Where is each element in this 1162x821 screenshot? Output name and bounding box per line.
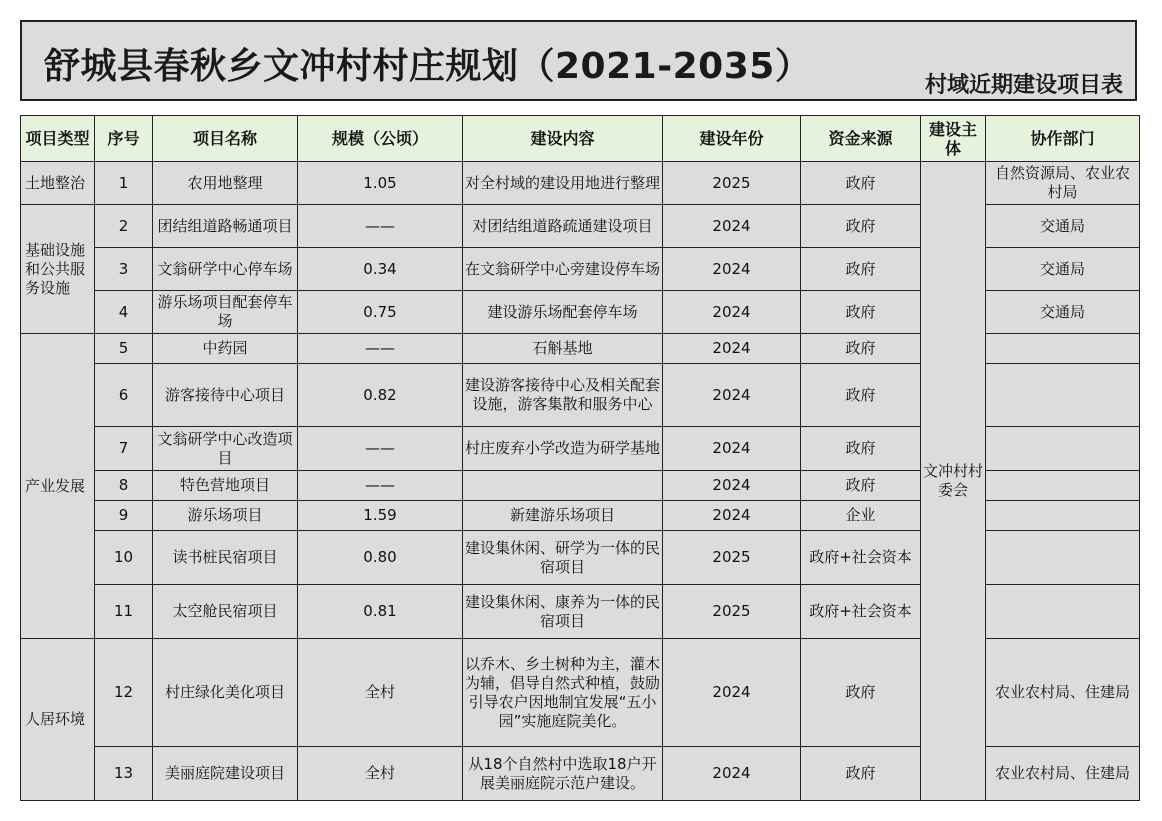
scale-cell: 0.80 bbox=[298, 531, 463, 585]
dept-cell bbox=[986, 471, 1140, 501]
dept-cell bbox=[986, 501, 1140, 531]
scale-cell: 0.81 bbox=[298, 585, 463, 639]
fund-cell: 政府 bbox=[801, 364, 921, 427]
content-cell bbox=[463, 471, 663, 501]
fund-cell: 政府 bbox=[801, 162, 921, 205]
name-cell: 村庄绿化美化项目 bbox=[153, 639, 298, 747]
category-cell: 基础设施和公共服务设施 bbox=[21, 205, 95, 334]
year-cell: 2025 bbox=[663, 585, 801, 639]
content-cell: 在文翁研学中心旁建设停车场 bbox=[463, 248, 663, 291]
content-cell: 建设游客接待中心及相关配套设施，游客集散和服务中心 bbox=[463, 364, 663, 427]
fund-cell: 政府 bbox=[801, 639, 921, 747]
scale-cell: 1.05 bbox=[298, 162, 463, 205]
content-cell: 以乔木、乡土树种为主，灌木为辅，倡导自然式种植，鼓励引导农户因地制宜发展“五小园”实施庭院美化。 bbox=[463, 639, 663, 747]
scale-cell: 全村 bbox=[298, 747, 463, 801]
year-cell: 2025 bbox=[663, 162, 801, 205]
name-cell: 文翁研学中心改造项目 bbox=[153, 427, 298, 471]
no-cell: 11 bbox=[95, 585, 153, 639]
dept-cell bbox=[986, 334, 1140, 364]
scale-cell: 0.34 bbox=[298, 248, 463, 291]
fund-cell: 政府 bbox=[801, 427, 921, 471]
scale-cell: —— bbox=[298, 471, 463, 501]
no-cell: 8 bbox=[95, 471, 153, 501]
name-cell: 游客接待中心项目 bbox=[153, 364, 298, 427]
fund-cell: 政府+社会资本 bbox=[801, 531, 921, 585]
project-table bbox=[20, 115, 1140, 801]
dept-cell bbox=[986, 364, 1140, 427]
name-cell: 太空舱民宿项目 bbox=[153, 585, 298, 639]
column-header: 资金来源 bbox=[801, 116, 921, 162]
no-cell: 1 bbox=[95, 162, 153, 205]
year-cell: 2024 bbox=[663, 639, 801, 747]
no-cell: 2 bbox=[95, 205, 153, 248]
year-cell: 2024 bbox=[663, 364, 801, 427]
scale-cell: 全村 bbox=[298, 639, 463, 747]
year-cell: 2024 bbox=[663, 747, 801, 801]
builder-cell: 文冲村村委会 bbox=[921, 162, 986, 801]
name-cell: 游乐场项目配套停车场 bbox=[153, 291, 298, 334]
year-cell: 2025 bbox=[663, 531, 801, 585]
dept-cell bbox=[986, 531, 1140, 585]
dept-cell: 农业农村局、住建局 bbox=[986, 639, 1140, 747]
column-header: 规模（公顷） bbox=[298, 116, 463, 162]
scale-cell: —— bbox=[298, 205, 463, 248]
year-cell: 2024 bbox=[663, 501, 801, 531]
content-cell: 对全村域的建设用地进行整理 bbox=[463, 162, 663, 205]
category-cell: 人居环境 bbox=[21, 639, 95, 801]
column-header: 协作部门 bbox=[986, 116, 1140, 162]
column-header: 项目名称 bbox=[153, 116, 298, 162]
no-cell: 10 bbox=[95, 531, 153, 585]
fund-cell: 政府 bbox=[801, 334, 921, 364]
name-cell: 中药园 bbox=[153, 334, 298, 364]
content-cell: 对团结组道路疏通建设项目 bbox=[463, 205, 663, 248]
content-cell: 建设游乐场配套停车场 bbox=[463, 291, 663, 334]
fund-cell: 政府 bbox=[801, 248, 921, 291]
scale-cell: 0.82 bbox=[298, 364, 463, 427]
year-cell: 2024 bbox=[663, 334, 801, 364]
fund-cell: 政府 bbox=[801, 205, 921, 248]
no-cell: 7 bbox=[95, 427, 153, 471]
fund-cell: 政府 bbox=[801, 291, 921, 334]
year-cell: 2024 bbox=[663, 248, 801, 291]
fund-cell: 政府+社会资本 bbox=[801, 585, 921, 639]
content-cell: 村庄废弃小学改造为研学基地 bbox=[463, 427, 663, 471]
content-cell: 石斛基地 bbox=[463, 334, 663, 364]
year-cell: 2024 bbox=[663, 291, 801, 334]
dept-cell bbox=[986, 585, 1140, 639]
column-header: 项目类型 bbox=[21, 116, 95, 162]
dept-cell: 交通局 bbox=[986, 205, 1140, 248]
year-cell: 2024 bbox=[663, 471, 801, 501]
fund-cell: 政府 bbox=[801, 471, 921, 501]
name-cell: 游乐场项目 bbox=[153, 501, 298, 531]
title-banner bbox=[20, 20, 1137, 101]
content-cell: 建设集休闲、研学为一体的民宿项目 bbox=[463, 531, 663, 585]
no-cell: 5 bbox=[95, 334, 153, 364]
table-row bbox=[21, 162, 1140, 205]
name-cell: 农用地整理 bbox=[153, 162, 298, 205]
content-cell: 建设集休闲、康养为一体的民宿项目 bbox=[463, 585, 663, 639]
content-cell: 从18个自然村中选取18户开展美丽庭院示范户建设。 bbox=[463, 747, 663, 801]
scale-cell: —— bbox=[298, 427, 463, 471]
no-cell: 13 bbox=[95, 747, 153, 801]
no-cell: 9 bbox=[95, 501, 153, 531]
name-cell: 美丽庭院建设项目 bbox=[153, 747, 298, 801]
page-title: 舒城县春秋乡文冲村村庄规划（2021-2035） bbox=[44, 46, 812, 87]
dept-cell: 交通局 bbox=[986, 248, 1140, 291]
page-subtitle: 村域近期建设项目表 bbox=[924, 73, 1123, 98]
dept-cell: 农业农村局、住建局 bbox=[986, 747, 1140, 801]
fund-cell: 企业 bbox=[801, 501, 921, 531]
no-cell: 6 bbox=[95, 364, 153, 427]
column-header: 建设年份 bbox=[663, 116, 801, 162]
content-cell: 新建游乐场项目 bbox=[463, 501, 663, 531]
no-cell: 4 bbox=[95, 291, 153, 334]
fund-cell: 政府 bbox=[801, 747, 921, 801]
scale-cell: 1.59 bbox=[298, 501, 463, 531]
table-header-row bbox=[21, 116, 1140, 162]
name-cell: 读书桩民宿项目 bbox=[153, 531, 298, 585]
dept-cell: 交通局 bbox=[986, 291, 1140, 334]
no-cell: 12 bbox=[95, 639, 153, 747]
name-cell: 文翁研学中心停车场 bbox=[153, 248, 298, 291]
scale-cell: —— bbox=[298, 334, 463, 364]
name-cell: 特色营地项目 bbox=[153, 471, 298, 501]
column-header: 建设内容 bbox=[463, 116, 663, 162]
column-header: 建设主体 bbox=[921, 116, 986, 162]
no-cell: 3 bbox=[95, 248, 153, 291]
category-cell: 土地整治 bbox=[21, 162, 95, 205]
scale-cell: 0.75 bbox=[298, 291, 463, 334]
dept-cell bbox=[986, 427, 1140, 471]
dept-cell: 自然资源局、农业农村局 bbox=[986, 162, 1140, 205]
year-cell: 2024 bbox=[663, 205, 801, 248]
year-cell: 2024 bbox=[663, 427, 801, 471]
category-cell: 产业发展 bbox=[21, 334, 95, 639]
column-header: 序号 bbox=[95, 116, 153, 162]
name-cell: 团结组道路畅通项目 bbox=[153, 205, 298, 248]
